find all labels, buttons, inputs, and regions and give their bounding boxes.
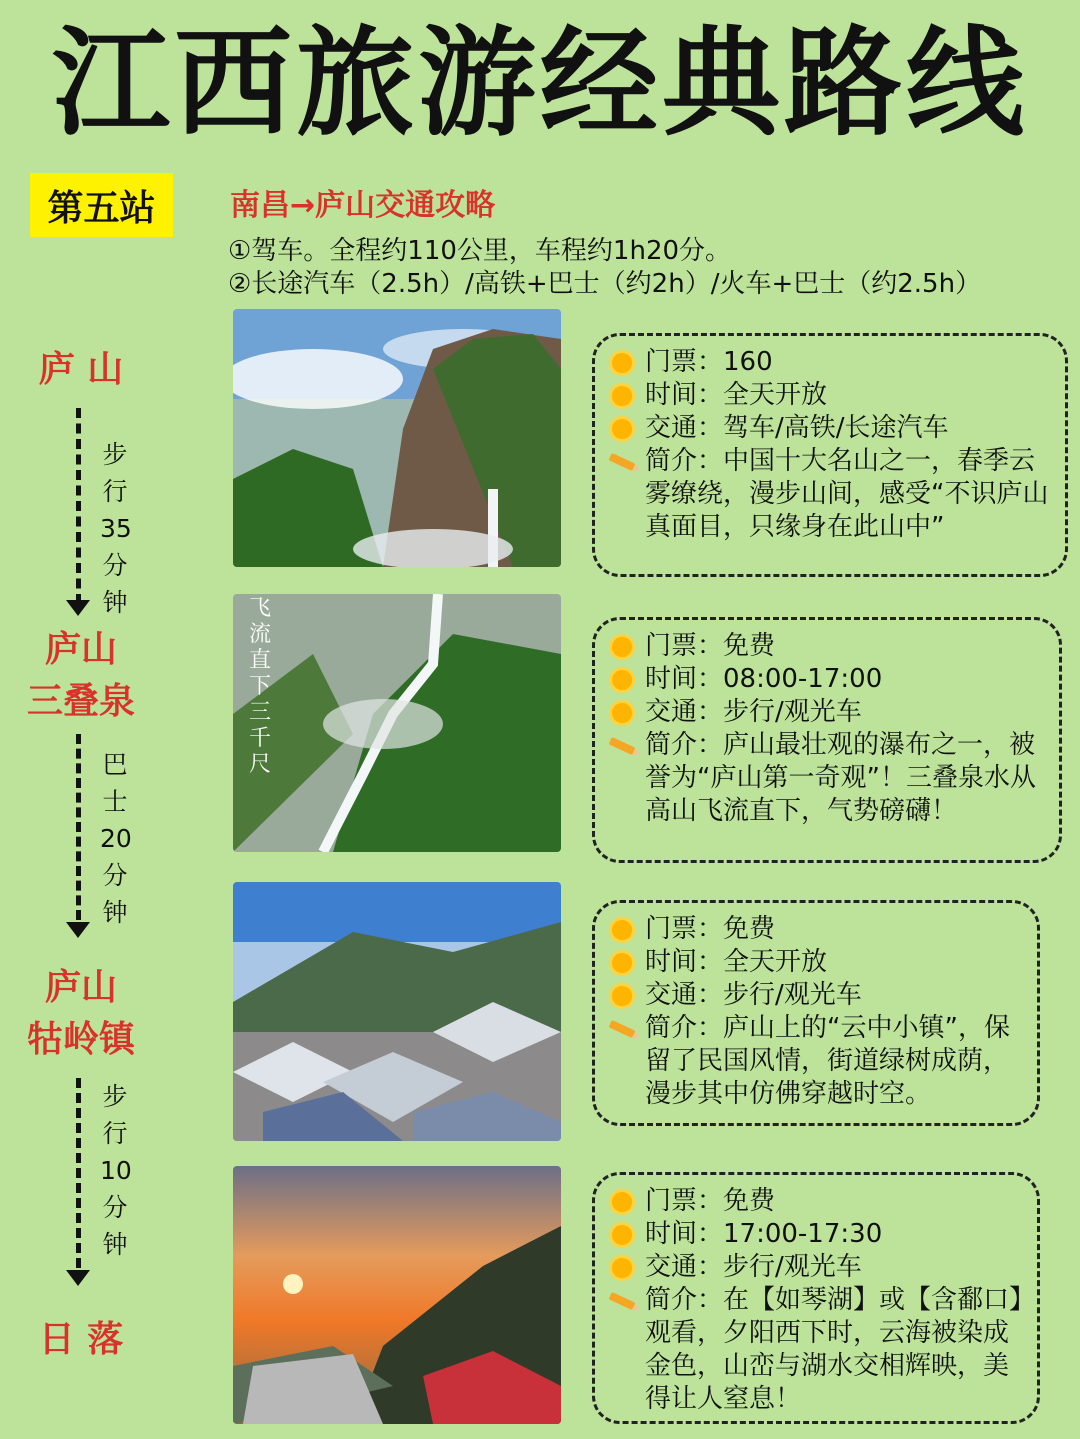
sun-icon [607,381,637,411]
timeline-dash [76,408,81,604]
sun-icon [607,698,637,728]
sun-icon [607,348,637,378]
pencil-icon [607,1014,637,1044]
transfer-1: 步 行 35 分 钟 [100,440,132,617]
sun-icon [607,414,637,444]
photo-caption: 飞流直下三千尺 [249,596,272,777]
sun-icon [607,1253,637,1283]
transfer-2: 巴 士 20 分 钟 [100,750,132,927]
ticket-row: 门票：免费 [607,630,1045,663]
sun-icon [607,1187,637,1217]
intro-row: 简介：中国十大名山之一，春季云雾缭绕，漫步山间，感受“不识庐山真面目，只缘身在此山中” [607,445,1051,544]
stop-guling: 庐山 牯岭镇 [26,967,135,1061]
pencil-icon [607,731,637,761]
info-card-lushan [592,333,1068,577]
route-title: 南昌→庐山交通攻略 [230,188,496,223]
stop-sandiequan: 庐山 三叠泉 [26,629,135,723]
traffic-row: 交通：步行/观光车 [607,696,1045,729]
time-row: 时间：08:00-17:00 [607,663,1045,696]
arrow-down-icon [66,1270,90,1286]
traffic-row: 交通：步行/观光车 [607,1251,1023,1284]
traffic-row: 交通：驾车/高铁/长途汽车 [607,412,1051,445]
route-line-2: ②长途汽车（2.5h）/高铁+巴士（约2h）/火车+巴士（约2.5h） [228,269,982,299]
timeline-dash [76,734,81,920]
sun-icon [607,948,637,978]
sun-icon [607,915,637,945]
ticket-row: 门票：160 [607,346,1051,379]
photo-waterfall [233,594,561,852]
pencil-icon [607,1286,637,1316]
sun-icon [607,665,637,695]
stop-lushan: 庐 山 [38,349,124,390]
sun-icon [607,632,637,662]
timeline-dash [76,1078,81,1268]
info-card-sandiequan [592,617,1062,863]
ticket-row: 门票：免费 [607,913,1023,946]
intro-row: 简介：庐山最壮观的瀑布之一，被誉为“庐山第一奇观”！三叠泉水从高山飞流直下，气势磅礴！ [607,729,1045,828]
info-card-guling [592,900,1040,1126]
photo-sunset [233,1166,561,1424]
photo-guling-town [233,882,561,1141]
station-badge: 第五站 [30,173,173,237]
route-line-1: ①驾车。全程约110公里，车程约1h20分。 [228,236,732,266]
transfer-3: 步 行 10 分 钟 [100,1082,132,1259]
traffic-row: 交通：步行/观光车 [607,979,1023,1012]
sun-icon [607,1220,637,1250]
photo-lushan-cliff [233,309,561,567]
page-title: 江西旅游经典路线 [51,13,1028,152]
intro-row: 简介：庐山上的“云中小镇”，保留了民国风情，街道绿树成荫，漫步其中仿佛穿越时空。 [607,1012,1023,1111]
pencil-icon [607,447,637,477]
intro-row: 简介：在【如琴湖】或【含鄱口】观看，夕阳西下时，云海被染成金色，山峦与湖水交相辉映，美得让人窒息！ [607,1284,1023,1416]
stop-sunset: 日 落 [38,1319,124,1360]
sun-icon [607,981,637,1011]
ticket-row: 门票：免费 [607,1185,1023,1218]
arrow-down-icon [66,922,90,938]
time-row: 时间：17:00-17:30 [607,1218,1023,1251]
time-row: 时间：全天开放 [607,946,1023,979]
info-card-sunset [592,1172,1040,1424]
time-row: 时间：全天开放 [607,379,1051,412]
arrow-down-icon [66,600,90,616]
